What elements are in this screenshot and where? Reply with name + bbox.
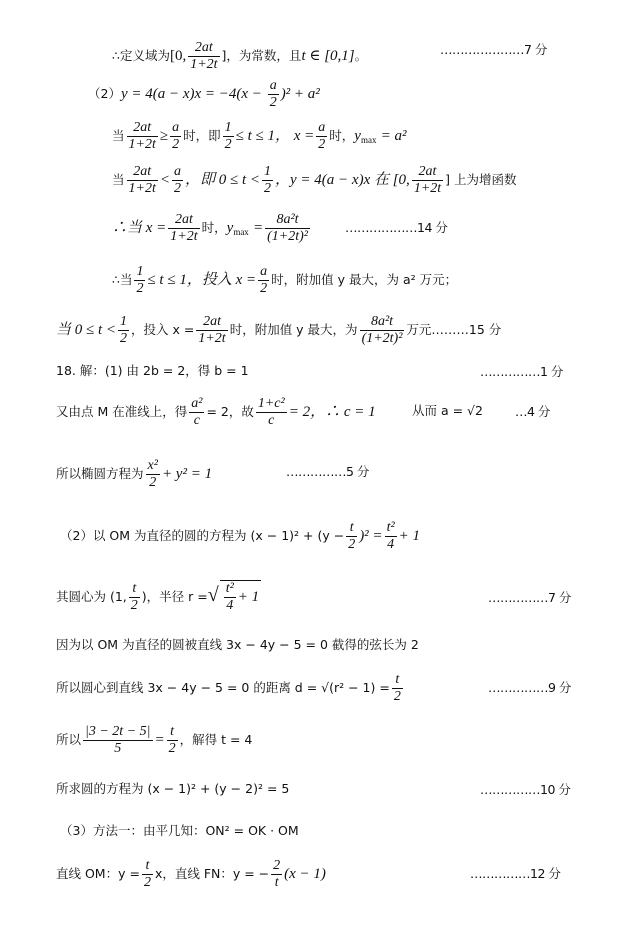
l12-frac2-num: t² [225, 581, 234, 596]
l2-label: （2） [88, 86, 121, 101]
l3-line [112, 120, 406, 153]
l9-frac2 [256, 396, 287, 429]
l1-line [112, 40, 367, 73]
l7-frac2-num: 2at [196, 314, 227, 331]
l5-ymax-sub: max [233, 227, 249, 237]
l3-t3: 时， [329, 128, 355, 143]
l5-line [112, 212, 312, 245]
l18-t1: x，直线 FN：y = − [154, 866, 270, 881]
l18-score: ……………12 分 [470, 866, 561, 881]
l6-pre: ∴当 [112, 272, 133, 287]
l5-frac1-num: 2at [168, 212, 199, 229]
l12-frac2-den: 4 [226, 598, 234, 613]
l4-frac4 [412, 164, 443, 197]
l10-t1: + y² = 1 [161, 466, 213, 482]
l18-frac2 [271, 858, 282, 891]
l5-frac1 [168, 212, 199, 245]
l3-ymax: y [354, 128, 361, 144]
l1-pre: ∴定义域为 [112, 48, 170, 63]
l6-t2: 时，附加值 y 最大，为 a² 万元； [271, 272, 458, 287]
l3-ge: ≥ [159, 128, 169, 144]
l5-pre: ∴当 x = [112, 220, 167, 236]
l14-pre: 所以圆心到直线 3x − 4y − 5 = 0 的距离 d = √(r² − 1) = [56, 680, 390, 695]
l7-frac3 [360, 314, 405, 347]
l9-pre: 又由点 M 在准线上，得 [56, 404, 188, 419]
l4-t2: ，y = 4(a − x)x 在 [0, [275, 172, 410, 188]
l7-frac1-num: 1 [120, 314, 128, 329]
l4-frac4-den: 1+2t [413, 181, 442, 196]
l13-line: 因为以 OM 为直径的圆被直线 3x − 4y − 5 = 0 截得的弦长为 2 [56, 637, 419, 652]
l15-t2: ，解得 t = 4 [179, 732, 253, 747]
l15-line [56, 724, 252, 757]
l9-score: …4 分 [515, 404, 550, 419]
l14-score: ……………9 分 [488, 680, 571, 695]
l4-t1: ，即 0 ≤ t < [184, 172, 261, 188]
l18-t2: (x − 1) [284, 866, 326, 882]
l8-line: 18. 解：(1) 由 2b = 2，得 b = 1 [56, 363, 249, 378]
l4-frac3-num: 1 [264, 164, 272, 179]
l5-frac1-den: 1+2t [170, 229, 198, 244]
l18-frac1 [142, 858, 153, 891]
l15-frac2-den: 2 [168, 741, 176, 756]
l3-frac3-num: 1 [224, 120, 232, 135]
l7-frac2 [196, 314, 227, 347]
l9-t2: = 2，∴ c = 1 [288, 404, 376, 420]
l11-frac1-den: 2 [348, 537, 356, 552]
l2-post: )² + a² [280, 86, 320, 102]
l5-t1: 时， [201, 220, 227, 235]
l18-frac2-den: t [274, 875, 279, 890]
l3-t1: 时，即 [183, 128, 221, 143]
l2-expr: y = 4(a − x)x = −4(x − [120, 86, 266, 102]
l9-conclusion: 从而 a = √2 [412, 403, 483, 418]
l6-frac2-num: a [260, 264, 268, 279]
l6-line [112, 264, 457, 297]
l3-ymax-sub: max [360, 135, 377, 145]
l11-t1: )² = [359, 528, 383, 544]
l4-t3: ] 上为增函数 [445, 172, 517, 187]
l4-frac1-den: 1+2t [128, 181, 156, 196]
l11-frac2 [385, 520, 397, 553]
l9-t1: = 2，故 [206, 404, 254, 419]
l3-frac2-num: a [172, 120, 180, 135]
l1-cond: t ∈ [0,1] [301, 48, 355, 64]
l4-frac2-num: a [173, 164, 181, 179]
l12-frac1-num: t [129, 581, 140, 598]
l5-eq: = [252, 220, 264, 236]
l7-t3: 万元………15 分 [406, 322, 502, 337]
l10-line [56, 458, 212, 491]
l1-score: …………………7 分 [440, 42, 547, 57]
l7-pre: 当 0 ≤ t < [56, 322, 117, 338]
l5-frac2-num: 8a²t [265, 212, 310, 229]
l3-frac2-den: 2 [172, 137, 180, 152]
l11-line [60, 520, 420, 553]
l2-frac [268, 78, 279, 111]
l16-line: 所求圆的方程为 (x − 1)² + (y − 2)² = 5 [56, 781, 290, 796]
l16-score: ……………10 分 [480, 782, 571, 797]
l3-pre: 当 [112, 128, 125, 143]
l11-frac2-num: t² [386, 520, 395, 535]
l10-frac-den: 2 [149, 475, 157, 490]
l4-frac4-num: 2at [412, 164, 443, 181]
l4-line [112, 164, 517, 197]
l9-frac2-num: 1+c² [257, 396, 285, 411]
l1-frac-num: 2at [188, 40, 219, 57]
l14-frac-den: 2 [393, 689, 401, 704]
l10-pre: 所以椭圆方程为 [56, 466, 144, 481]
l14-line [56, 672, 405, 705]
l6-frac2-den: 2 [260, 281, 268, 296]
l7-line [56, 314, 501, 347]
l9-frac1-den: c [193, 413, 200, 428]
l4-frac2 [172, 164, 183, 197]
l18-pre: 直线 OM：y = [56, 866, 140, 881]
l4-frac2-den: 2 [173, 181, 181, 196]
l7-t1: ，投入 x = [131, 322, 195, 337]
l3-frac4 [316, 120, 327, 153]
l18-frac1-num: t [142, 858, 153, 875]
l12-frac1-den: 2 [130, 598, 138, 613]
l15-frac1 [83, 724, 152, 757]
l9-frac1-num: a² [191, 396, 203, 411]
l10-frac [146, 458, 160, 491]
l10-frac-num: x² [147, 458, 158, 473]
l5-ymax: y [226, 220, 234, 236]
l15-pre: 所以 [56, 732, 82, 747]
l15-t1: = [154, 732, 165, 748]
l3-frac1-den: 1+2t [128, 137, 156, 152]
l14-frac [392, 672, 403, 705]
l15-frac2 [167, 724, 178, 757]
l4-lt: < [159, 172, 170, 188]
l6-frac1-num: 1 [136, 264, 144, 279]
l11-frac1-num: t [346, 520, 357, 537]
l8-score: ……………1 分 [480, 364, 563, 379]
l15-frac1-num: |3 − 2t − 5| [85, 724, 151, 739]
l12-frac1 [129, 581, 140, 614]
l11-frac1 [346, 520, 357, 553]
l17-line: （3）方法一：由平几知：ON² = OK · OM [60, 823, 299, 838]
l4-frac1-num: 2at [127, 164, 158, 181]
l18-frac1-den: 2 [143, 875, 151, 890]
l3-t2: ≤ t ≤ 1， x = [235, 128, 315, 144]
l15-frac2-num: t [167, 724, 178, 741]
l3-frac4-num: a [318, 120, 326, 135]
l3-frac1-num: 2at [127, 120, 158, 137]
l15-frac1-den: 5 [114, 741, 122, 756]
l1-frac-den: 1+2t [190, 57, 218, 72]
l12-line: 其圆心为 (1, $\frac{t}{2}$ )，半径 r =√ $\frac{\text{t²}}{4}$ + 1 [56, 581, 260, 613]
l1-expr: [0, [169, 48, 187, 64]
l11-frac2-den: 4 [387, 537, 395, 552]
l2-line [88, 78, 320, 111]
l14-frac-num: t [392, 672, 403, 689]
l2-frac-den: 2 [269, 95, 277, 110]
l1-frac [188, 40, 219, 73]
l12-frac2 [224, 581, 236, 614]
l6-frac2 [258, 264, 269, 297]
l2-frac-num: a [269, 78, 277, 93]
l12-t2: + 1 [237, 589, 260, 605]
l3-frac1 [127, 120, 158, 153]
l7-frac2-den: 1+2t [198, 331, 226, 346]
l3-frac2 [170, 120, 181, 153]
l12-score: ……………7 分 [488, 590, 571, 605]
l9-line [56, 396, 376, 429]
l18-frac2-num: 2 [273, 858, 281, 873]
l1-end: 。 [354, 48, 368, 63]
l4-frac3-den: 2 [264, 181, 272, 196]
l12-pre: 其圆心为 (1, [56, 589, 127, 604]
l11-pre: （2）以 OM 为直径的圆的方程为 (x − 1)² + (y − [60, 528, 345, 543]
l7-frac3-num: 8a²t [360, 314, 405, 331]
l3-frac3 [223, 120, 234, 153]
l6-t1: ≤ t ≤ 1，投入 x = [147, 272, 257, 288]
l9-frac1 [189, 396, 204, 429]
l1-post: ]，为常数，且 [221, 48, 302, 63]
l5-frac2 [265, 212, 310, 245]
l18-line [56, 858, 326, 891]
l4-pre: 当 [112, 172, 125, 187]
l10-score: ……………5 分 [286, 464, 369, 479]
l9-frac2-den: c [268, 413, 275, 428]
l7-frac3-den: (1+2t)² [361, 331, 403, 346]
l12-t1: )，半径 r = [141, 589, 208, 604]
l4-frac1 [127, 164, 158, 197]
l7-t2: 时，附加值 y 最大，为 [229, 322, 358, 337]
l6-frac1-den: 2 [136, 281, 144, 296]
l12-sqrt [220, 580, 261, 614]
l5-score: ………………14 分 [345, 220, 448, 235]
l3-frac4-den: 2 [318, 137, 326, 152]
l4-frac3 [262, 164, 273, 197]
l5-frac2-den: (1+2t)² [267, 229, 308, 244]
l7-frac1-den: 2 [120, 331, 128, 346]
l11-t2: + 1 [398, 528, 421, 544]
l3-frac3-den: 2 [224, 137, 232, 152]
l7-frac1 [118, 314, 129, 347]
l6-frac1 [134, 264, 145, 297]
l3-t4: = a² [380, 128, 407, 144]
